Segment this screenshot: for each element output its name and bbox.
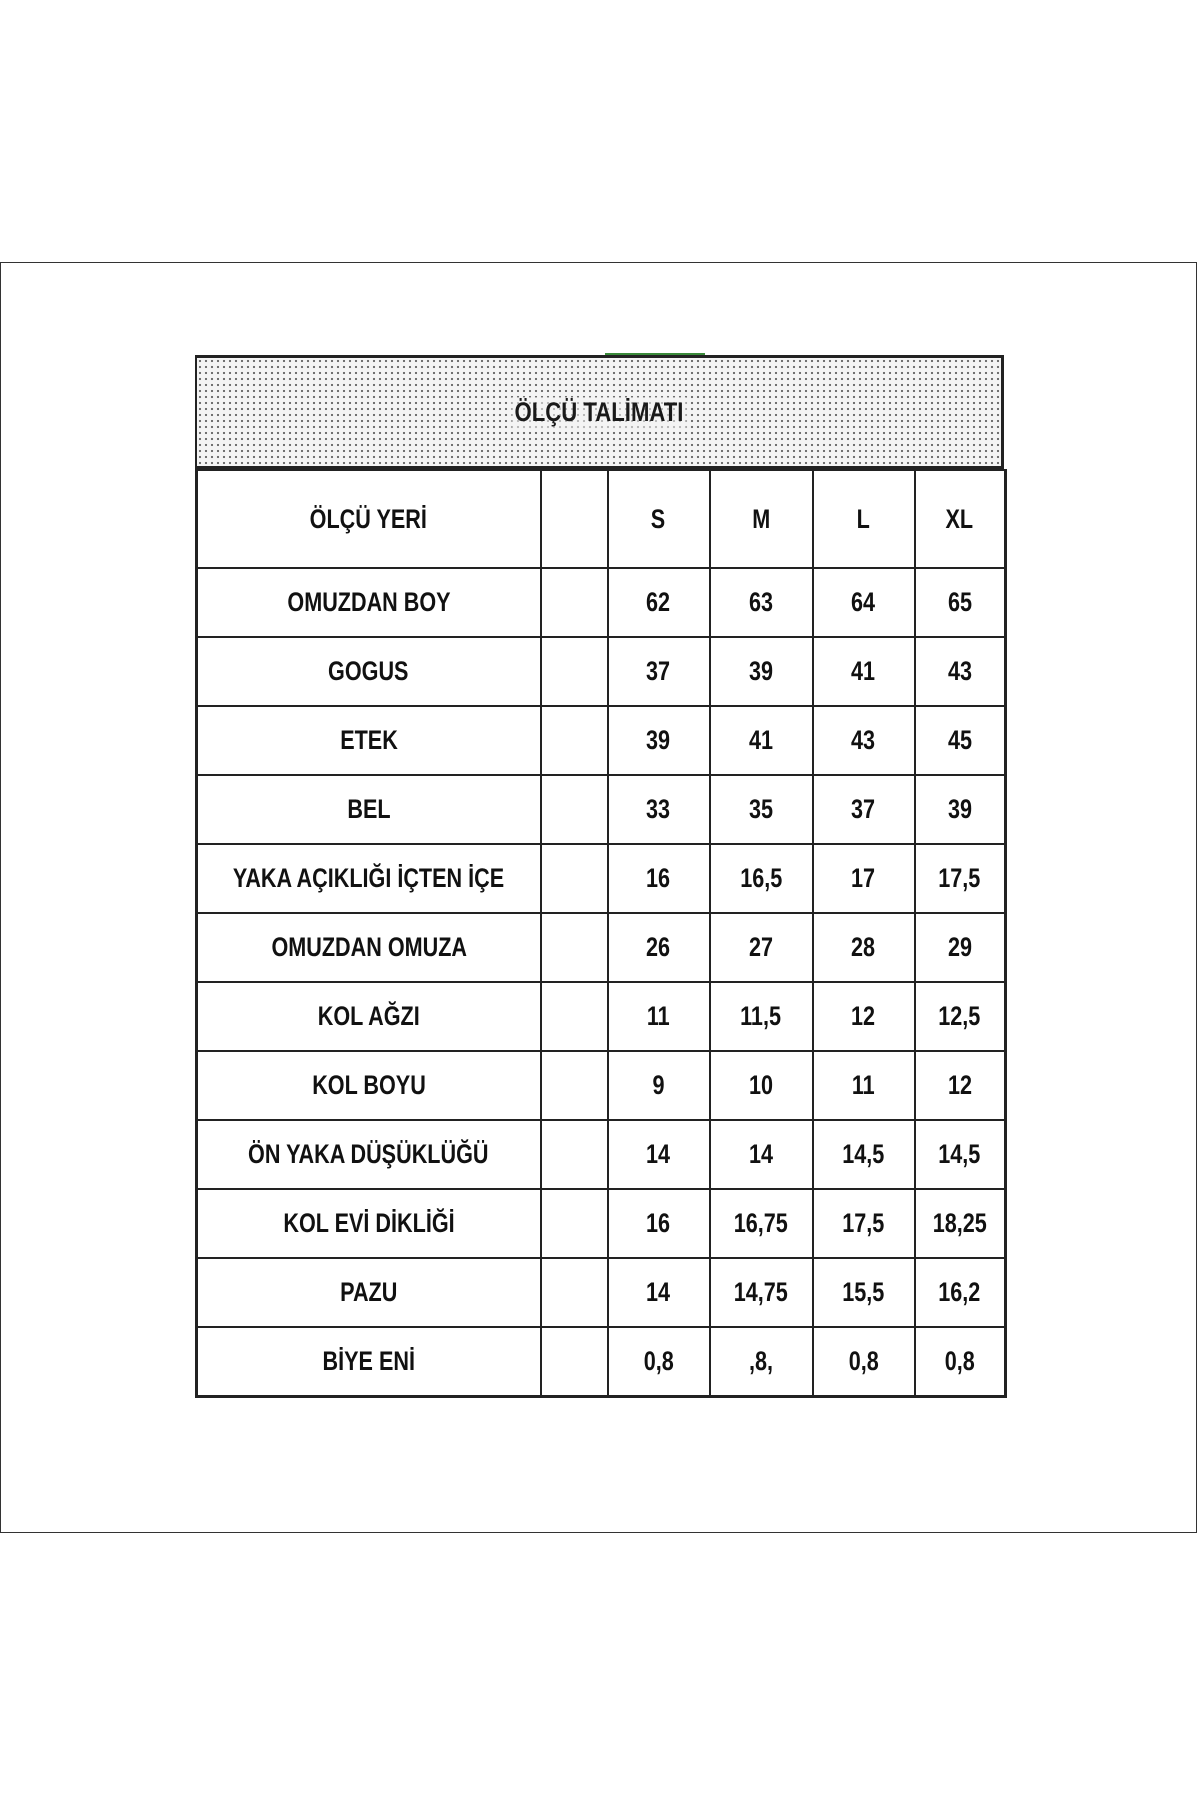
value-cell-xl-text: 39 <box>947 794 972 824</box>
value-cell-m <box>710 1051 813 1120</box>
value-cell-s <box>608 913 710 982</box>
value-cell-m-text: 63 <box>748 587 774 617</box>
value-cell-xl <box>915 637 1006 706</box>
value-cell-m-text: 39 <box>748 656 774 686</box>
table-row <box>197 982 1006 1051</box>
value-cell-s <box>608 844 710 913</box>
value-cell-s-text: 33 <box>646 794 671 824</box>
value-cell-m-text: 14 <box>748 1139 774 1169</box>
measurement-label-cell <box>197 913 541 982</box>
value-cell-m <box>710 706 813 775</box>
measurement-label-cell <box>197 844 541 913</box>
value-cell-m-text: ,8, <box>748 1346 774 1376</box>
measurement-label-cell-text: OMUZDAN BOY <box>287 587 451 617</box>
value-cell-xl-text: 14,5 <box>938 1139 981 1169</box>
value-cell-l <box>813 1327 915 1397</box>
value-cell-l <box>813 706 915 775</box>
value-cell-s-text: 39 <box>646 725 671 755</box>
value-cell-m <box>710 1120 813 1189</box>
header-label-cell <box>197 470 541 568</box>
blank-cell <box>541 1189 608 1258</box>
measurement-label-cell <box>197 568 541 637</box>
value-cell-s <box>608 568 710 637</box>
value-cell-xl-text: 12,5 <box>938 1001 981 1031</box>
measurement-label-cell <box>197 982 541 1051</box>
size-label: S <box>651 503 666 534</box>
value-cell-xl-text: 0,8 <box>944 1346 975 1376</box>
value-cell-l <box>813 1189 915 1258</box>
value-cell-m <box>710 637 813 706</box>
value-cell-s <box>608 637 710 706</box>
blank-cell <box>541 706 608 775</box>
value-cell-s-text: 11 <box>647 1001 670 1031</box>
value-cell-l <box>813 775 915 844</box>
value-cell-m-text: 27 <box>748 932 774 962</box>
value-cell-m-text: 41 <box>748 725 774 755</box>
value-cell-m <box>710 1258 813 1327</box>
value-cell-xl-text: 45 <box>947 725 972 755</box>
measurement-label-cell-text: KOL BOYU <box>311 1070 426 1100</box>
measurement-label-cell-text: OMUZDAN OMUZA <box>270 932 467 962</box>
value-cell-xl <box>915 982 1006 1051</box>
value-cell-l <box>813 1258 915 1327</box>
value-cell-l <box>813 637 915 706</box>
blank-cell <box>541 982 608 1051</box>
header-size-xl <box>915 470 1006 568</box>
measurement-label-cell <box>197 706 541 775</box>
value-cell-l-text: 11 <box>852 1070 875 1100</box>
measurement-label-cell-text: BİYE ENİ <box>322 1346 415 1376</box>
value-cell-l-text: 17,5 <box>842 1208 885 1238</box>
value-cell-xl <box>915 706 1006 775</box>
value-cell-s-text: 16 <box>646 863 671 893</box>
value-cell-l-text: 17 <box>851 863 876 893</box>
header-size-l <box>813 470 915 568</box>
measurement-label-cell <box>197 637 541 706</box>
value-cell-m <box>710 913 813 982</box>
table-row <box>197 706 1006 775</box>
value-cell-xl-text: 29 <box>947 932 972 962</box>
table-row <box>197 1051 1006 1120</box>
measurement-label-cell-text: KOL AĞZI <box>317 1001 420 1031</box>
value-cell-s-text: 26 <box>646 932 671 962</box>
value-cell-xl <box>915 1189 1006 1258</box>
value-cell-xl-text: 16,2 <box>938 1277 981 1307</box>
value-cell-l-text: 28 <box>851 932 876 962</box>
header-row <box>197 470 1006 568</box>
table-row <box>197 637 1006 706</box>
value-cell-l-text: 43 <box>851 725 876 755</box>
value-cell-s-text: 16 <box>646 1208 671 1238</box>
value-cell-s <box>608 1327 710 1397</box>
value-cell-l <box>813 913 915 982</box>
title-band <box>195 355 1004 469</box>
measurement-label-cell-text: BEL <box>347 794 391 824</box>
header-blank-cell <box>541 470 608 568</box>
value-cell-s <box>608 1120 710 1189</box>
value-cell-s-text: 62 <box>646 587 671 617</box>
value-cell-m-text: 11,5 <box>740 1001 782 1031</box>
measurement-label-cell-text: ÖN YAKA DÜŞÜKLÜĞÜ <box>248 1139 489 1169</box>
size-label: L <box>856 503 871 534</box>
header-size-s <box>608 470 710 568</box>
value-cell-xl <box>915 775 1006 844</box>
measurement-label-cell-text: GOGUS <box>328 656 409 686</box>
value-cell-xl-text: 65 <box>947 587 972 617</box>
value-cell-m-text: 14,75 <box>733 1277 789 1307</box>
blank-cell <box>541 1120 608 1189</box>
value-cell-xl <box>915 844 1006 913</box>
value-cell-m-text: 10 <box>748 1070 774 1100</box>
blank-cell <box>541 1258 608 1327</box>
blank-cell <box>541 913 608 982</box>
value-cell-s <box>608 1258 710 1327</box>
blank-cell <box>541 637 608 706</box>
value-cell-l <box>813 568 915 637</box>
table-row <box>197 1120 1006 1189</box>
value-cell-s <box>608 982 710 1051</box>
table-row <box>197 775 1006 844</box>
value-cell-l <box>813 844 915 913</box>
value-cell-m <box>710 1327 813 1397</box>
value-cell-xl-text: 18,25 <box>932 1208 987 1238</box>
size-label: M <box>752 503 770 534</box>
value-cell-xl <box>915 568 1006 637</box>
table-row <box>197 1258 1006 1327</box>
value-cell-s <box>608 706 710 775</box>
value-cell-l <box>813 982 915 1051</box>
value-cell-l-text: 41 <box>851 656 876 686</box>
value-cell-s-text: 14 <box>646 1139 671 1169</box>
value-cell-xl-text: 17,5 <box>938 863 981 893</box>
value-cell-s-text: 0,8 <box>643 1346 674 1376</box>
table-row <box>197 1189 1006 1258</box>
value-cell-xl-text: 43 <box>947 656 972 686</box>
header-size-m <box>710 470 813 568</box>
value-cell-m-text: 16,5 <box>739 863 783 893</box>
value-cell-xl <box>915 1327 1006 1397</box>
value-cell-m <box>710 775 813 844</box>
table-row <box>197 568 1006 637</box>
blank-cell <box>541 775 608 844</box>
table-row <box>197 913 1006 982</box>
value-cell-m <box>710 844 813 913</box>
value-cell-l <box>813 1051 915 1120</box>
table-row <box>197 1327 1006 1397</box>
size-table <box>195 469 1007 1398</box>
value-cell-xl-text: 12 <box>947 1070 972 1100</box>
value-cell-l-text: 12 <box>851 1001 876 1031</box>
measurement-label-cell <box>197 1051 541 1120</box>
measurement-label-cell <box>197 1120 541 1189</box>
value-cell-l-text: 14,5 <box>842 1139 885 1169</box>
measurement-label-cell <box>197 1258 541 1327</box>
measurement-label-cell-text: YAKA AÇIKLIĞI İÇTEN İÇE <box>233 863 505 893</box>
value-cell-l-text: 0,8 <box>848 1346 879 1376</box>
value-cell-xl <box>915 1051 1006 1120</box>
value-cell-m <box>710 982 813 1051</box>
size-label: XL <box>945 503 974 534</box>
value-cell-m-text: 35 <box>748 794 774 824</box>
value-cell-l <box>813 1120 915 1189</box>
value-cell-xl <box>915 1258 1006 1327</box>
value-cell-s <box>608 775 710 844</box>
blank-cell <box>541 844 608 913</box>
value-cell-s <box>608 1051 710 1120</box>
measurement-label-cell-text: KOL EVİ DİKLİĞİ <box>283 1208 455 1238</box>
measurement-label-cell <box>197 775 541 844</box>
value-cell-m <box>710 568 813 637</box>
value-cell-m-text: 16,75 <box>733 1208 789 1238</box>
measurement-label-cell <box>197 1189 541 1258</box>
header-label: ÖLÇÜ YERİ <box>310 503 428 534</box>
blank-cell <box>541 1327 608 1397</box>
chart-title: ÖLÇÜ TALİMATI <box>511 397 686 428</box>
size-chart <box>195 353 1006 1425</box>
blank-cell <box>541 568 608 637</box>
value-cell-s-text: 14 <box>646 1277 671 1307</box>
value-cell-l-text: 15,5 <box>842 1277 885 1307</box>
value-cell-l-text: 37 <box>851 794 876 824</box>
value-cell-xl <box>915 913 1006 982</box>
value-cell-s-text: 9 <box>652 1070 665 1100</box>
table-row <box>197 844 1006 913</box>
value-cell-s <box>608 1189 710 1258</box>
measurement-label-cell-text: PAZU <box>340 1277 398 1307</box>
value-cell-xl <box>915 1120 1006 1189</box>
measurement-label-cell-text: ETEK <box>339 725 398 755</box>
measurement-label-cell <box>197 1327 541 1397</box>
value-cell-m <box>710 1189 813 1258</box>
value-cell-s-text: 37 <box>646 656 671 686</box>
value-cell-l-text: 64 <box>851 587 876 617</box>
blank-cell <box>541 1051 608 1120</box>
